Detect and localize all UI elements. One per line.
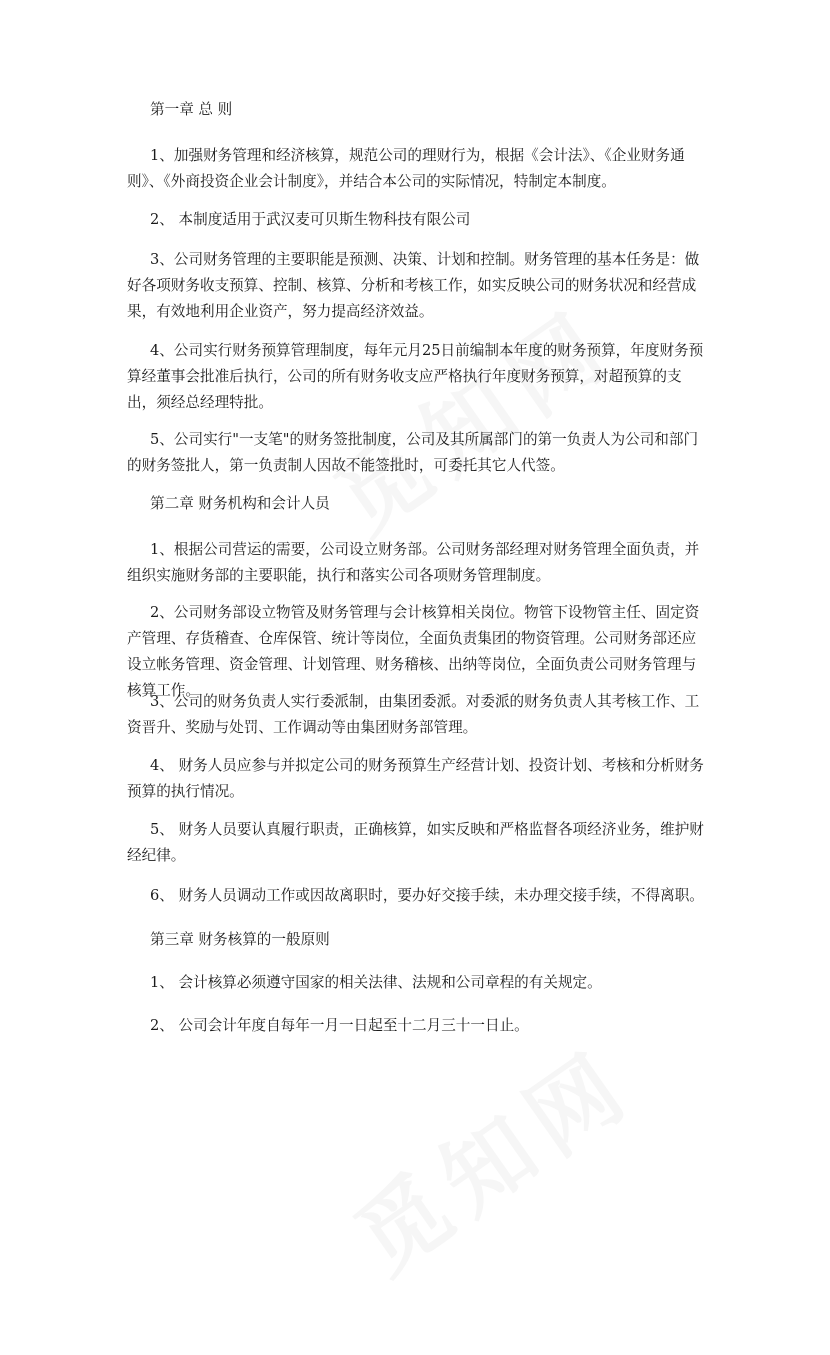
paragraph: 2、 公司会计年度自每年一月一日起至十二月三十一日止。 — [150, 1017, 529, 1034]
chapter-2-heading: 第二章 财务机构和会计人员 — [150, 495, 330, 512]
paragraph: 2、公司财务部设立物管及财务管理与会计核算相关岗位。物管下设物管主任、固定资产管理、存货稽查、仓库保管、统计等岗位，全面负责集团的物资管理。公司财务部还应设立帐务管理、资金管理、计划管理、财务稽核、出纳等岗位，全面负责公司财务管理与核算工作。 — [127, 604, 700, 699]
paragraph: 1、 会计核算必须遵守国家的相关法律、法规和公司章程的有关规定。 — [150, 974, 602, 991]
paragraph: 4、公司实行财务预算管理制度，每年元月25日前编制本年度的财务预算，年度财务预算经董事会批准后执行，公司的所有财务收支应严格执行年度财务预算，对超预算的支出，须经总经理特批。 — [127, 342, 704, 411]
paragraph: 2、 本制度适用于武汉麦可贝斯生物科技有限公司 — [150, 211, 471, 228]
chapter-3-heading: 第三章 财务核算的一般原则 — [150, 931, 330, 948]
paragraph: 3、公司的财务负责人实行委派制，由集团委派。对委派的财务负责人其考核工作、工资晋升、奖励与处罚、工作调动等由集团财务部管理。 — [127, 693, 700, 736]
paragraph: 5、公司实行"一支笔"的财务签批制度，公司及其所属部门的第一负责人为公司和部门的财务签批人，第一负责制人因故不能签批时，可委托其它人代签。 — [127, 431, 699, 474]
paragraph: 5、 财务人员要认真履行职责，正确核算，如实反映和严格监督各项经济业务，维护财经纪律。 — [127, 821, 704, 864]
paragraph: 4、 财务人员应参与并拟定公司的财务预算生产经营计划、投资计划、考核和分析财务预算的执行情况。 — [127, 757, 704, 800]
paragraph: 1、加强财务管理和经济核算，规范公司的理财行为，根据《会计法》、《企业财务通则》、《外商投资企业会计制度》，并结合本公司的实际情况，特制定本制度。 — [127, 147, 685, 190]
watermark — [325, 985, 735, 1355]
paragraph: 3、公司财务管理的主要职能是预测、决策、计划和控制。财务管理的基本任务是：做好各项财务收支预算、控制、核算、分析和考核工作，如实反映公司的财务状况和经营成果，有效地利用企业资产，努力提高经济效益。 — [127, 251, 700, 320]
paragraph: 1、根据公司营运的需要，公司设立财务部。公司财务部经理对财务管理全面负责，并组织实施财务部的主要职能，执行和落实公司各项财务管理制度。 — [127, 541, 700, 584]
chapter-1-heading: 第一章 总 则 — [150, 101, 233, 118]
paragraph: 6、 财务人员调动工作或因故离职时，要办好交接手续，未办理交接手续，不得离职。 — [150, 887, 704, 904]
